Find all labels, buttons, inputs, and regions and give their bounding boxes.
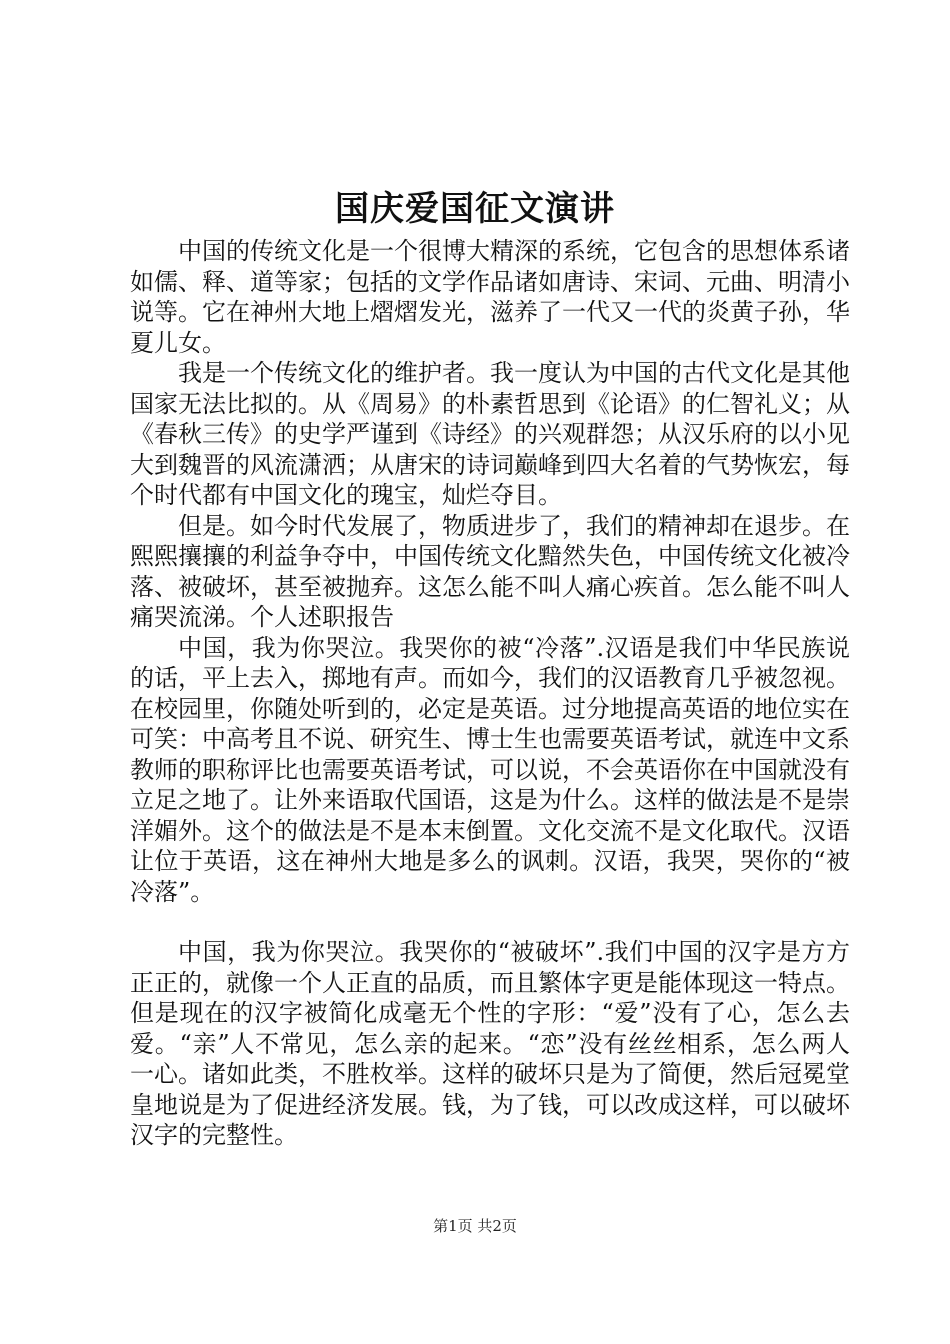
page-title: 国庆爱国征文演讲 [335,189,615,229]
paragraph: 但是。如今时代发展了，物质进步了，我们的精神却在退步。在熙熙攘攘的利益争夺中，中国传统文化黯然失色，中国传统文化被冷落、被破坏，甚至被抛弃。这怎么能不叫人痛心疾首。怎么能不叫人痛哭流涕。个人述职报告 [130,511,850,631]
page-number-footer: 第1页 共2页 [433,1217,517,1235]
paragraph: 中国，我为你哭泣。我哭你的被“冷落”.汉语是我们中华民族说的话，平上去入，掷地有声。而如今，我们的汉语教育几乎被忽视。在校园里，你随处听到的，必定是英语。过分地提高英语的地位实在可笑：中高考且不说、研究生、博士生也需要英语考试，就连中文系教师的职称评比也需要英语考试，可以说，不会英语你在中国就没有立足之地了。让外来语取代国语，这是为什么。这样的做法是不是崇洋媚外。这个的做法是不是本末倒置。文化交流不是文化取代。汉语让位于英语，这在神州大地是多么的讽刺。汉语，我哭，哭你的“被冷落”。 [130,633,850,906]
paragraph: 我是一个传统文化的维护者。我一度认为中国的古代文化是其他国家无法比拟的。从《周易》的朴素哲思到《论语》的仁智礼义；从《春秋三传》的史学严谨到《诗经》的兴观群怨；从汉乐府的以小见大到魏晋的风流潇洒；从唐宋的诗词巅峰到四大名着的气势恢宏，每个时代都有中国文化的瑰宝，灿烂夺目。 [130,359,850,509]
paragraph: 中国的传统文化是一个很博大精深的系统，它包含的思想体系诸如儒、释、道等家；包括的文学作品诸如唐诗、宋词、元曲、明清小说等。它在神州大地上熠熠发光，滋养了一代又一代的炎黄子孙，华夏儿女。 [130,237,850,357]
paragraph: 中国，我为你哭泣。我哭你的“被破坏”.我们中国的汉字是方方正正的，就像一个人正直的品质，而且繁体字更是能体现这一特点。但是现在的汉字被简化成毫无个性的字形：“爱”没有了心，怎么去爱。“亲”人不常见，怎么亲的起来。“恋”没有丝丝相系，怎么两人一心。诸如此类，不胜枚举。这样的破坏只是为了简便，然后冠冕堂皇地说是为了促进经济发展。钱，为了钱，可以改成这样，可以破坏汉字的完整性。 [130,938,850,1149]
document-body [130,236,850,1151]
